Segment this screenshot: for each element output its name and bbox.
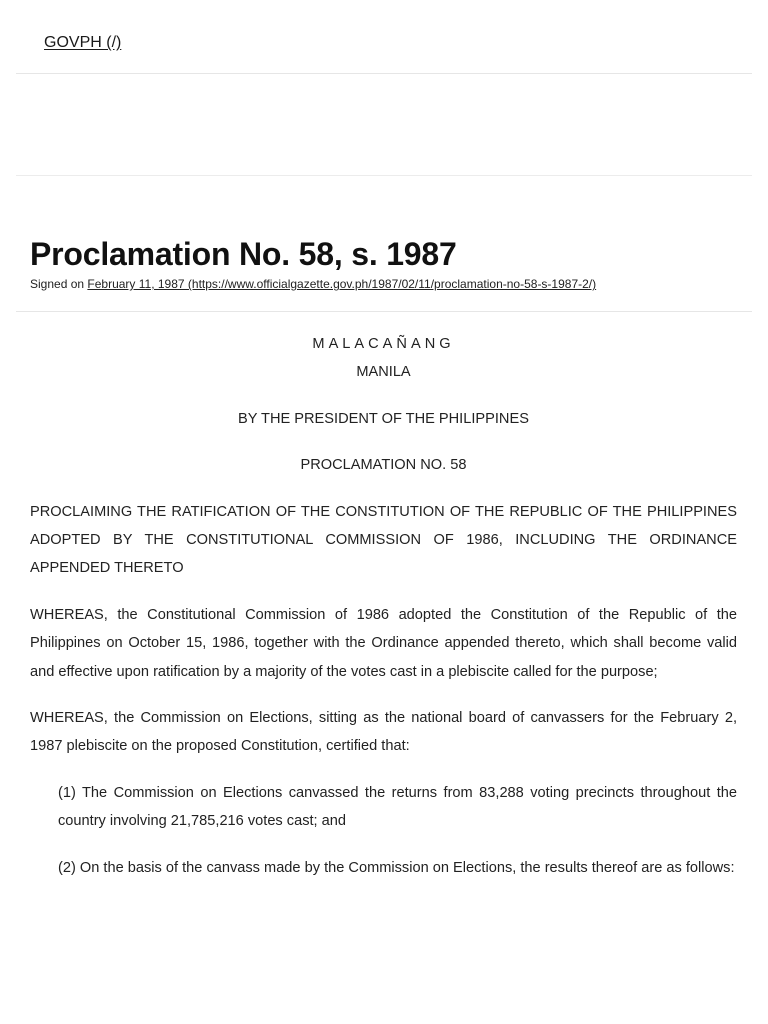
- signed-date-line: [30, 276, 596, 292]
- page-title: Proclamation No. 58, s. 1987: [30, 236, 457, 272]
- govph-home-link[interactable]: GOVPH (/): [44, 34, 122, 51]
- whereas-paragraph-2: WHEREAS, the Commission on Elections, sitting as the national board of canvassers for the February 2, 1987 plebiscite on the proposed Constitution, certified that:: [30, 710, 737, 755]
- top-nav-bar: [16, 0, 752, 74]
- list-item-2: (2) On the basis of the canvass made by the Commission on Elections, the results thereof are as follows:: [58, 859, 735, 876]
- whereas-paragraph-1: WHEREAS, the Constitutional Commission of 1986 adopted the Constitution of the Republic of the Philippines on October 15, 1986, together with the Ordinance appended thereto, which shall become valid and effective upon ratification by a majority of the votes cast in a plebiscite called for the purpose;: [30, 606, 737, 680]
- by-president-line: BY THE PRESIDENT OF THE PHILIPPINES: [238, 410, 529, 427]
- manila-heading: MANILA: [356, 364, 411, 381]
- malacanang-heading: MALACAÑANG: [312, 336, 455, 352]
- document-title-block: [16, 176, 752, 312]
- document-body: [30, 330, 737, 882]
- signed-prefix: Signed on: [30, 277, 88, 291]
- header-banner-area: [16, 74, 752, 176]
- list-item-1: (1) The Commission on Elections canvassed the returns from 83,288 voting precincts throughout the country involving 21,785,216 votes cast; and: [58, 784, 737, 830]
- signed-date-link[interactable]: February 11, 1987 (https://www.officialgazette.gov.ph/1987/02/11/proclamation-no-58-s-1987-2/): [87, 277, 597, 291]
- proclamation-heading: PROCLAIMING THE RATIFICATION OF THE CONSTITUTION OF THE REPUBLIC OF THE PHILIPPINES ADOPTED BY THE CONSTITUTIONAL COMMISSION OF 1986, INCLUDING THE ORDINANCE APPENDED THERETO: [30, 503, 737, 577]
- proclamation-number: PROCLAMATION NO. 58: [300, 457, 467, 474]
